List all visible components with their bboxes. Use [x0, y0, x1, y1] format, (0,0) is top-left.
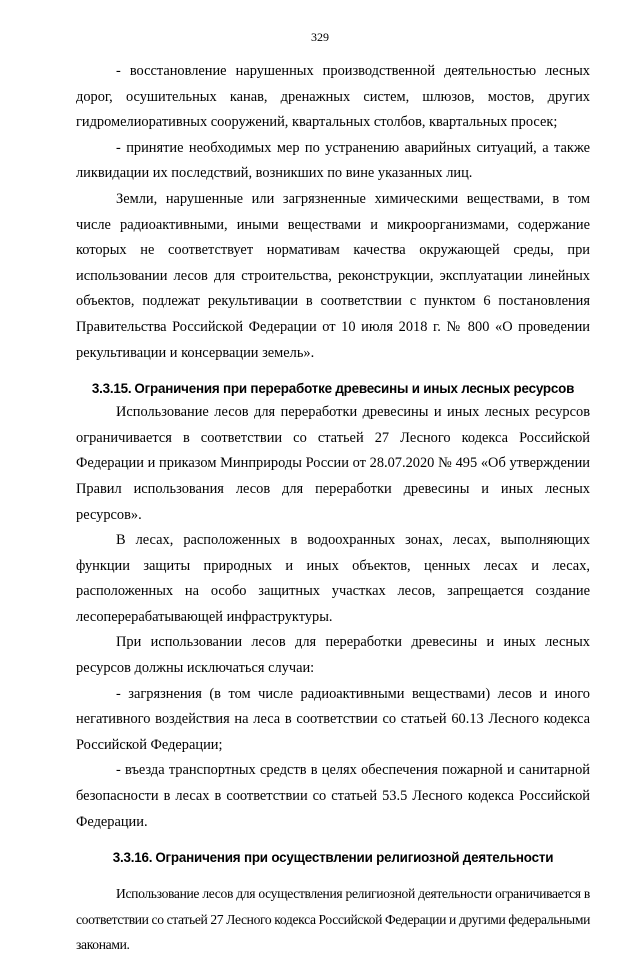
paragraph: Использование лесов для осуществления религиозной деятельности ограничивается в соответствии со статьей 27 Лесного кодекса Российской Федерации и другими федеральными законами.: [76, 886, 590, 953]
section-heading: [76, 847, 590, 869]
section-title: Ограничения при переработке древесины и иных лесных ресурсов: [134, 381, 575, 397]
paragraph: - загрязнения (в том числе радиоактивными веществами) лесов и иного негативного воздействия на леса в соответствии со статьей 60.13 Лесного кодекса Российской Федерации;: [76, 685, 590, 753]
paragraph: При использовании лесов для переработки древесины и иных лесных ресурсов должны исключаться случаи:: [76, 634, 590, 677]
section-title: Ограничения при осуществлении религиозной деятельности: [155, 850, 554, 866]
page-number: 329: [311, 30, 329, 44]
paragraph: - принятие необходимых мер по устранению аварийных ситуаций, а также ликвидации их последствий, возникших по вине указанных лиц.: [76, 139, 590, 182]
paragraph: - въезда транспортных средств в целях обеспечения пожарной и санитарной безопасности в лесах в соответствии со статьей 53.5 Лесного кодекса Российской Федерации.: [76, 762, 590, 830]
paragraph: В лесах, расположенных в водоохранных зонах, лесах, выполняющих функции защиты природных и иных объектов, ценных лесах и лесах, расположенных на особо защитных участках лесов, запрещается создание лесоперерабатывающей инфраструктуры.: [76, 532, 590, 625]
section-number: 3.3.15.: [91, 381, 132, 397]
paragraph: - восстановление нарушенных производственной деятельностью лесных дорог, осушительных канав, дренажных систем, шлюзов, мостов, других гидромелиоративных сооружений, квартальных столбов, квартальных просек;: [76, 63, 590, 131]
page-content: [76, 59, 590, 958]
paragraph: Использование лесов для переработки древесины и иных лесных ресурсов ограничивается в соответствии со статьей 27 Лесного кодекса Российской Федерации и приказом Минприроды России от 28.07.2020 № 495 «Об утверждении Правил использования лесов для переработки древесины и иных лесных ресурсов».: [76, 404, 590, 523]
section-heading: [76, 378, 590, 400]
section-number: 3.3.16.: [112, 850, 153, 866]
paragraph: Земли, нарушенные или загрязненные химическими веществами, в том числе радиоактивными, иными веществами и микроорганизмами, содержание которых не соответствует нормативам качества окружающей среды, при использовании лесов для строительства, реконструкции, эксплуатации линейных объектов, подлежат рекультивации в соответствии с пунктом 6 постановления Правительства Российской Федерации от 10 июля 2018 г. № 800 «О проведении рекультивации и консервации земель».: [76, 190, 590, 361]
